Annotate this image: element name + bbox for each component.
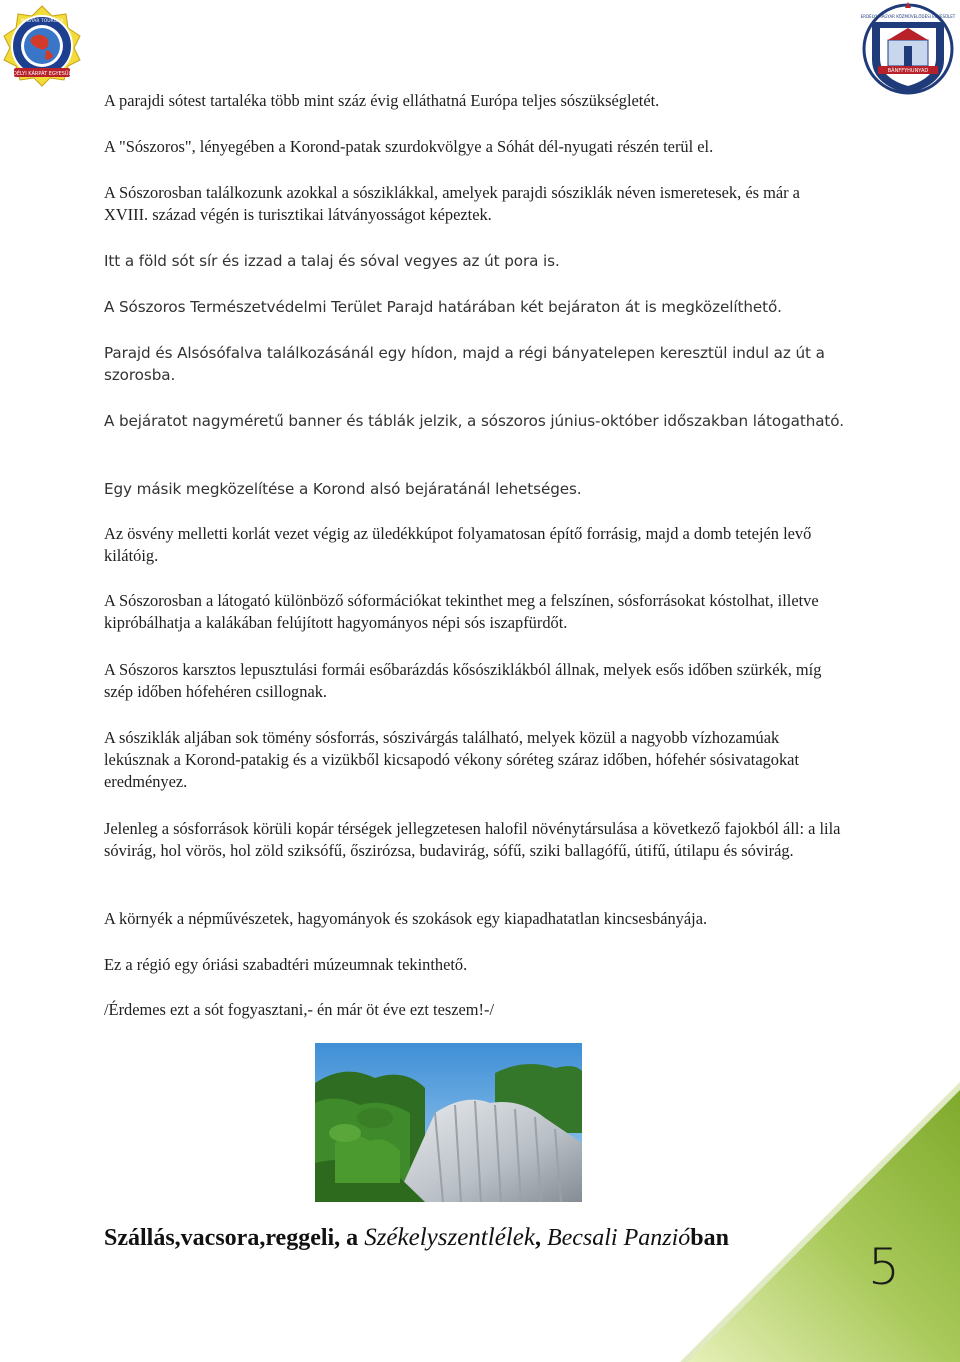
page-number: 5 [868, 1238, 900, 1296]
paragraph: A Sószoros Természetvédelmi Terület Parajd határában két bejáraton át is megközelíthető. [104, 298, 782, 316]
paragraph: Egy másik megközelítése a Korond alsó bejáratánál lehetséges. [104, 480, 582, 498]
paragraph: Itt a föld sót sír és izzad a talaj és sóval vegyes az út pora is. [104, 252, 560, 270]
cultural-association-logo [858, 2, 958, 102]
paragraph: A "Sószoros", lényegében a Korond-patak szurdokvölgye a Sóhát dél-nyugati részén terül el. [104, 137, 714, 156]
right-logo-banner: BÁNFFYHUNYAD [887, 68, 929, 74]
footer-pension: Becsali Panzió [546, 1225, 691, 1251]
left-logo-banner: ERDÉLYI KÁRPÁT EGYESÜLET [6, 71, 78, 77]
paragraph: Ez a régió egy óriási szabadtéri múzeumnak tekinthető. [104, 955, 468, 974]
salt-canyon-photo [315, 1043, 582, 1202]
footer-text-2: , [534, 1225, 547, 1251]
paragraph: A bejáratot nagyméretű banner és táblák jelzik, a sószoros június-október időszakban látogatható. [104, 412, 844, 430]
paragraph: Az ösvény melletti korlát vezet végig az üledékkúpot folyamatosan építő forrásig, majd a domb tetején levő kilátóig. [104, 524, 812, 565]
left-logo-ring-text: MAGYAR TOURISTA [20, 19, 64, 24]
paragraph: A Sószorosban találkozunk azokkal a sósziklákkal, amelyek parajdi sósziklák néven ismeretesek, és már a XVIII. század végén is turisztikai látványosságot képeztek. [104, 183, 800, 224]
tourist-club-logo [0, 4, 84, 88]
footer-text-3: ban [690, 1225, 729, 1251]
paragraph: A Sószoros karsztos lepusztulási formái esőbarázdás kősósziklákból állnak, melyek esős időben szürkék, míg szép időben hófehéren csillognak. [104, 660, 822, 701]
paragraph: Parajd és Alsósófalva találkozásánál egy hídon, majd a régi bányatelepen keresztül indul az út a szorosba. [104, 344, 825, 384]
paragraph: A sósziklák aljában sok tömény sósforrás, sószivárgás található, melyek közül a nagyobb vízhozamúak lekúsznak a Korond-patakig és a vizükből kicsapodó vékony sóréteg száraz időben, hófehér sósivatagokat eredményez. [104, 728, 800, 791]
paragraph: A Sószorosban a látogató különböző sóformációkat tekinthet meg a felszínen, sósforrásokat kóstolhat, illetve kipróbálhatja a kalákában felújított hagyományos népi sós iszapfürdőt. [104, 591, 819, 632]
paragraph: A környék a népművészetek, hagyományok és szokások egy kiapadhatatlan kincsesbányája. [104, 909, 708, 928]
paragraph: A parajdi sótest tartaléka több mint száz évig elláthatná Európa teljes sószükségletét. [104, 91, 660, 110]
accommodation-note [104, 1224, 729, 1252]
paragraph: /Érdemes ezt a sót fogyasztani,- én már öt éve ezt teszem!-/ [104, 1000, 495, 1019]
paragraph: Jelenleg a sósforrások körüli kopár térségek jellegzetesen halofil növénytársulása a következő fajokból áll: a lila sóvirág, hol vörös, hol zöld sziksófű, őszirózsa, budavirág, sófű, sziki ballagófű, útifű, útilapu és sóvirág. [104, 819, 841, 860]
footer-village: Székelyszentlélek [364, 1224, 535, 1251]
footer-text-1: Szállás,vacsora,reggeli, a [104, 1225, 365, 1251]
corner-triangle-decoration [660, 1082, 960, 1362]
right-logo-ring-text: ERDÉLYI MAGYAR KÖZMŰVELŐDÉSI EGYESÜLET [860, 14, 956, 19]
